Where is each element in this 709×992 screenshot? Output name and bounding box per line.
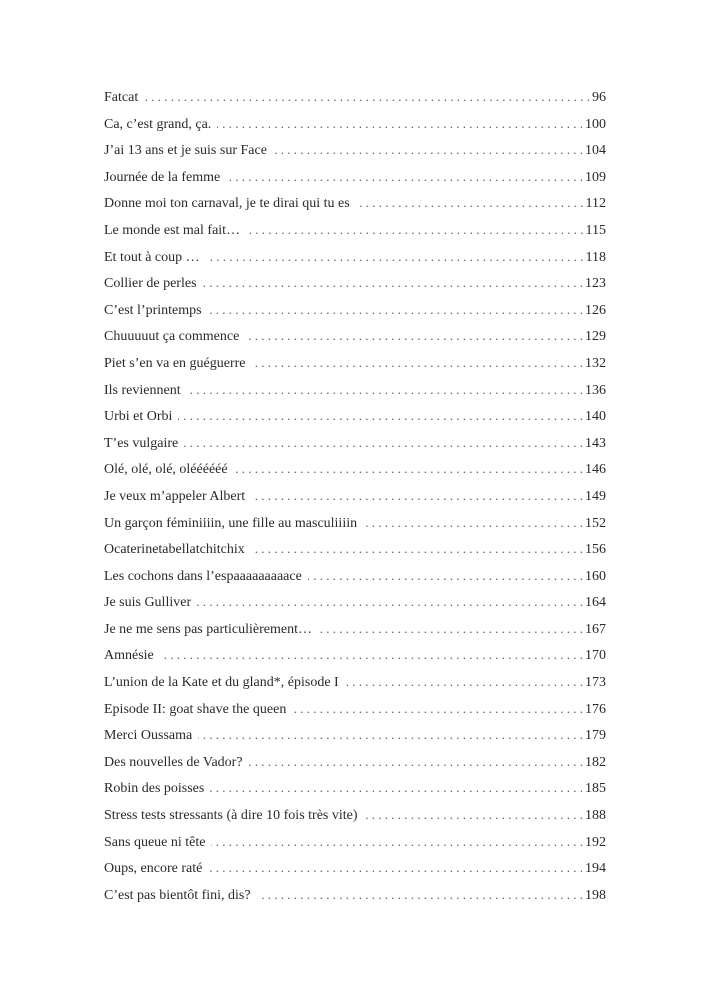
toc-entry-title: Je suis Gulliver [104,595,192,611]
toc-entry-title: Fatcat [104,90,139,105]
toc-entry-title: Episode II: goat shave the queen [104,701,287,717]
toc-entry[interactable] [104,775,606,802]
dot-leader [234,456,583,483]
dot-leader [197,589,583,616]
toc-entry[interactable] [104,84,606,111]
toc-entry[interactable] [104,563,606,590]
toc-entry-title: Un garçon féminiiiin, une fille au masculiiiin [104,515,358,531]
dot-leader [251,483,583,510]
toc-entry[interactable] [104,510,606,537]
dot-leader [217,111,583,138]
dot-leader [184,430,583,457]
toc-entry-page-number: 167 [585,621,606,637]
toc-entry[interactable] [104,377,606,404]
dot-leader [345,669,583,696]
toc-entry[interactable] [104,722,606,749]
toc-entry-title: Le monde est mal fait… [104,222,241,238]
dot-leader [208,855,583,882]
toc-entry-page-number: 129 [585,329,606,345]
toc-entry-title: Stress tests stressants (à dire 10 fois très vite) [104,808,358,824]
toc-entry-title: Journée de la femme [104,169,221,185]
dot-leader [249,749,583,776]
toc-entry-title: Ils reviennent [104,382,181,398]
toc-entry[interactable] [104,403,606,430]
toc-entry-title: Urbi et Orbi [104,409,173,425]
dot-leader [245,323,583,350]
toc-entry[interactable] [104,696,606,723]
toc-entry[interactable] [104,217,606,244]
toc-entry-title: Les cochons dans l’espaaaaaaaaace [104,568,302,584]
toc-entry-page-number: 170 [585,648,606,664]
dot-leader [226,164,583,191]
dot-leader [211,829,583,856]
dot-leader [252,350,584,377]
dot-leader [178,403,583,430]
toc-entry[interactable] [104,323,606,350]
toc-entry-title: Donne moi ton carnaval, je te dirai qui tu es [104,196,350,212]
toc-entry-title: Je veux m’appeler Albert [104,488,246,504]
toc-entry[interactable] [104,669,606,696]
toc-entry-page-number: 185 [585,781,606,797]
toc-entry-page-number: 115 [585,222,606,238]
toc-entry[interactable] [104,642,606,669]
toc-entry-page-number: 182 [585,754,606,770]
toc-entry[interactable] [104,297,606,324]
dot-leader [251,536,583,563]
dot-leader [318,616,583,643]
toc-entry-page-number: 194 [585,861,606,877]
toc-entry-page-number: 100 [585,116,606,132]
toc-entry-title: Collier de perles [104,276,197,292]
toc-entry[interactable] [104,616,606,643]
toc-entry-title: Amnésie [104,648,154,664]
toc-entry[interactable] [104,270,606,297]
toc-entry-title: Je ne me sens pas particulièrement… [104,621,312,637]
toc-entry[interactable] [104,589,606,616]
toc-entry[interactable] [104,829,606,856]
toc-entry-title: Olé, olé, olé, oléééééé [104,462,228,478]
toc-entry[interactable] [104,190,606,217]
toc-entry-page-number: 109 [585,169,606,185]
toc-entry-page-number: 179 [585,728,606,744]
dot-leader [308,563,583,590]
dot-leader [246,217,583,244]
toc-entry[interactable] [104,882,606,909]
toc-entry-page-number: 173 [585,675,606,691]
toc-entry-title: Oups, encore raté [104,861,203,877]
dot-leader [208,297,583,324]
toc-entry-page-number: 96 [592,90,606,105]
toc-entry-page-number: 112 [585,196,606,212]
toc-entry[interactable] [104,164,606,191]
dot-leader [363,510,583,537]
toc-entry-title: Et tout à coup … [104,249,200,265]
toc-entry-page-number: 136 [585,382,606,398]
dot-leader [292,696,583,723]
dot-leader [187,377,583,404]
toc-entry-title: C’est l’printemps [104,302,202,318]
toc-entry-title: Merci Oussama [104,728,193,744]
dot-leader [257,882,583,909]
toc-entry[interactable] [104,350,606,377]
toc-entry-title: Piet s’en va en guéguerre [104,355,246,371]
toc-entry-title: T’es vulgaire [104,435,179,451]
dot-leader [144,84,590,111]
toc-entry-page-number: 140 [585,409,606,425]
toc-entry-title: Ocaterinetabellatchitchix [104,542,245,558]
toc-entry-page-number: 188 [585,808,606,824]
dot-leader [210,775,583,802]
toc-entry-title: Ca, c’est grand, ça. [104,116,212,132]
toc-entry-page-number: 176 [585,701,606,717]
toc-entry-title: Chuuuuut ça commence [104,329,240,345]
dot-leader [198,722,583,749]
dot-leader [356,190,584,217]
toc-entry[interactable] [104,456,606,483]
dot-leader [206,244,584,271]
toc-entry-title: Des nouvelles de Vador? [104,754,243,770]
toc-entry-title: Robin des poisses [104,781,205,797]
toc-entry-page-number: 118 [585,249,606,265]
toc-entry[interactable] [104,802,606,829]
toc-entry-title: J’ai 13 ans et je suis sur Face [104,143,267,159]
toc-entry-page-number: 156 [585,542,606,558]
dot-leader [273,137,583,164]
toc-entry-title: C’est pas bientôt fini, dis? [104,887,251,903]
toc-entry-page-number: 160 [585,568,606,584]
toc-entry[interactable] [104,749,606,776]
dot-leader [160,642,583,669]
toc-entry-title: Sans queue ni tête [104,834,206,850]
toc-entry[interactable] [104,483,606,510]
toc-entry-page-number: 198 [585,887,606,903]
dot-leader [203,270,583,297]
toc-entry[interactable] [104,244,606,271]
toc-entry-page-number: 149 [585,488,606,504]
toc-entry-page-number: 143 [585,435,606,451]
toc-entry[interactable] [104,536,606,563]
toc-entry[interactable] [104,111,606,138]
dot-leader [364,802,583,829]
toc-entry-page-number: 146 [585,462,606,478]
toc-entry-page-number: 104 [585,143,606,159]
toc-entry[interactable] [104,855,606,882]
toc-entry-page-number: 126 [585,302,606,318]
toc-entry-title: L’union de la Kate et du gland*, épisode I [104,675,339,691]
toc-entry[interactable] [104,137,606,164]
toc-entry-page-number: 132 [585,355,606,371]
toc-entry-page-number: 152 [585,515,606,531]
toc-entry-page-number: 192 [585,834,606,850]
table-of-contents [104,84,606,908]
toc-entry-page-number: 123 [585,276,606,292]
toc-entry-page-number: 164 [585,595,606,611]
toc-entry[interactable] [104,430,606,457]
